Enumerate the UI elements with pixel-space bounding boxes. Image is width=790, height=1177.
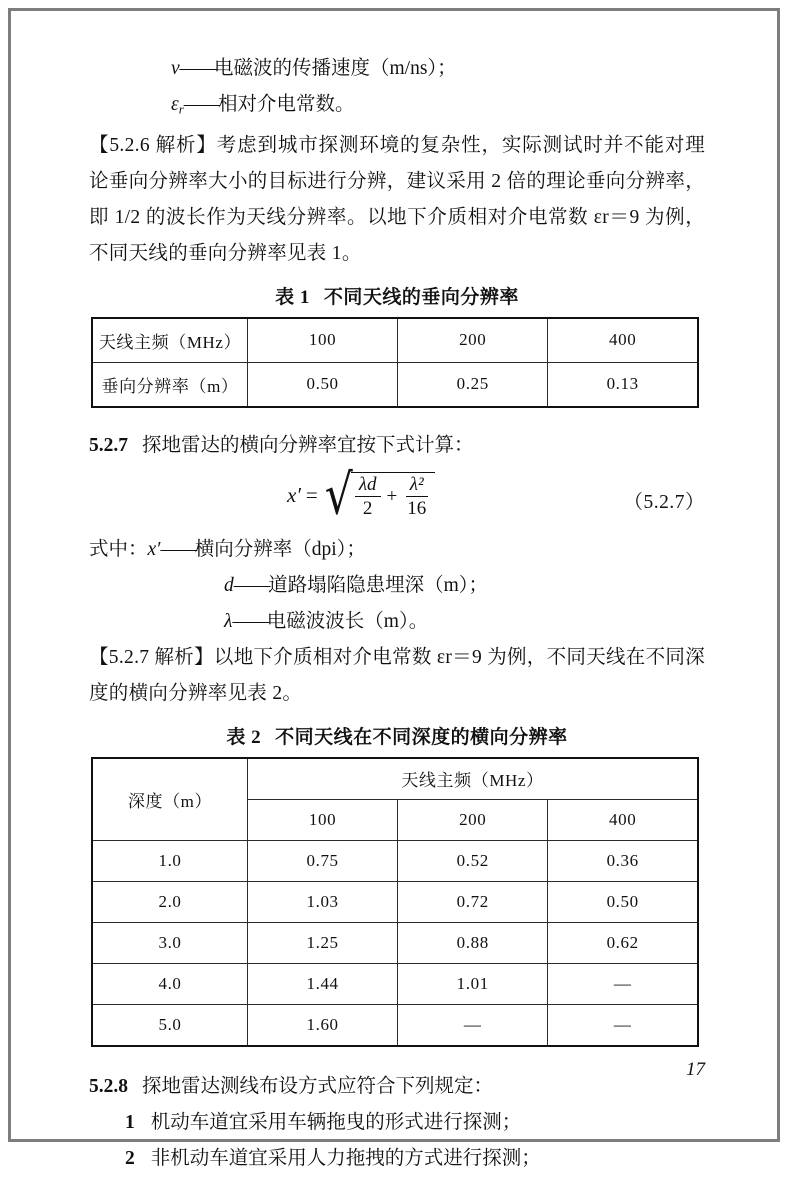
table1-caption-text: 不同天线的垂向分辨率 xyxy=(323,286,519,308)
symbol-epsilon-r: $\varepsilon_r$ xyxy=(171,94,184,117)
definition-line-d xyxy=(89,568,705,604)
definition-dash: —— xyxy=(183,94,219,115)
equation-527-row xyxy=(89,463,705,530)
table-row xyxy=(92,362,698,407)
table1-row1-header: 垂向分辨率（m） xyxy=(92,362,248,407)
explanation-paragraph-527 xyxy=(89,640,705,712)
equation-equals: = xyxy=(305,483,318,508)
table2-row3-cell2: — xyxy=(548,963,698,1004)
list-item-text-1: 机动车道宜采用车辆拖曳的形式进行探测； xyxy=(150,1111,522,1133)
table2-row2-cell0: 1.25 xyxy=(248,922,398,963)
table2-row4-cell2: — xyxy=(548,1004,698,1046)
definition-text-v: 电磁波的传播速度（m/ns）； xyxy=(213,58,457,79)
table2-row4-cell1: — xyxy=(398,1004,548,1046)
list-item-text-2: 非机动车道宜采用人力拖拽的方式进行探测； xyxy=(150,1147,541,1169)
table2-freq-header-0: 100 xyxy=(248,799,398,840)
table-row xyxy=(92,1004,698,1046)
table2-row3-cell0: 1.44 xyxy=(248,963,398,1004)
symbol-d: d xyxy=(224,574,234,596)
table2 xyxy=(91,757,699,1047)
table1-row0-header: 天线主频（MHz） xyxy=(92,318,248,363)
definition-line-lambda xyxy=(89,604,705,640)
table2-row4-cell0: 1.60 xyxy=(248,1004,398,1046)
fraction-term1-denominator: 2 xyxy=(362,498,373,520)
clause-527-number: 5.2.7 xyxy=(89,434,128,456)
table2-row1-cell1: 0.72 xyxy=(398,881,548,922)
explanation-label-526: 【5.2.6 解析】 xyxy=(89,134,217,156)
table1-caption xyxy=(89,282,705,309)
radical-content xyxy=(351,472,435,521)
symbol-x-prime: x′ xyxy=(147,538,161,560)
clause-528-number: 5.2.8 xyxy=(89,1075,128,1097)
definition-text-lambda: 电磁波波长（m）。 xyxy=(266,610,429,632)
fraction-term1-numerator: λd xyxy=(355,475,381,498)
table1-caption-number: 表 1 xyxy=(275,286,310,308)
document-page xyxy=(8,8,780,1169)
clause-528 xyxy=(89,1069,705,1105)
table1-row1-cell0: 0.50 xyxy=(248,362,398,407)
table2-row2-depth: 3.0 xyxy=(92,922,248,963)
table1-row0-cell2: 400 xyxy=(548,318,698,363)
definition-text-epsilon-r: 相对介电常数。 xyxy=(218,94,355,115)
fraction-term2-numerator: λ² xyxy=(406,475,428,498)
definition-text-xprime: 横向分辨率（dpi）； xyxy=(194,538,366,560)
clause-527 xyxy=(89,428,705,464)
symbol-lambda: λ xyxy=(224,610,233,632)
equation-operator: + xyxy=(386,486,398,508)
table1-row1-cell1: 0.25 xyxy=(398,362,548,407)
definition-dash: —— xyxy=(232,610,267,632)
page-number: 17 xyxy=(686,1059,705,1080)
list-item xyxy=(89,1105,705,1141)
table2-freq-header-1: 200 xyxy=(398,799,548,840)
table2-depth-header: 深度（m） xyxy=(92,758,248,841)
table-row xyxy=(92,758,698,800)
definition-dash: —— xyxy=(179,58,214,79)
radical-group xyxy=(324,463,436,527)
table2-row3-cell1: 1.01 xyxy=(398,963,548,1004)
definition-dash: —— xyxy=(160,538,195,560)
table-row xyxy=(92,318,698,363)
table2-row4-depth: 5.0 xyxy=(92,1004,248,1046)
table-row xyxy=(92,840,698,881)
equation-lhs: x′ xyxy=(287,483,301,508)
table-row xyxy=(92,881,698,922)
definition-line-epsilon-r xyxy=(89,87,705,128)
table2-caption xyxy=(89,722,705,749)
table2-row1-depth: 2.0 xyxy=(92,881,248,922)
definition-dash: —— xyxy=(233,574,269,596)
list-item-number-2: 2 xyxy=(125,1147,135,1169)
table2-row1-cell2: 0.50 xyxy=(548,881,698,922)
list-item xyxy=(89,1141,705,1177)
table2-freq-header-2: 400 xyxy=(548,799,698,840)
explanation-paragraph-526 xyxy=(89,128,705,272)
table2-row3-depth: 4.0 xyxy=(92,963,248,1004)
fraction-term2-denominator: 16 xyxy=(407,498,427,520)
fraction-term1 xyxy=(355,475,381,521)
table1 xyxy=(91,317,699,408)
table-row xyxy=(92,963,698,1004)
definition-line-xprime xyxy=(89,532,705,568)
clause-527-text: 探地雷达的横向分辨率宜按下式计算： xyxy=(142,434,474,456)
table2-row1-cell0: 1.03 xyxy=(248,881,398,922)
radical-sign-icon: √ xyxy=(324,463,353,527)
table2-caption-text: 不同天线在不同深度的横向分辨率 xyxy=(275,726,568,748)
definition-lead: 式中： xyxy=(89,538,148,560)
table1-row0-cell0: 100 xyxy=(248,318,398,363)
table2-row0-cell2: 0.36 xyxy=(548,840,698,881)
table1-row1-cell2: 0.13 xyxy=(548,362,698,407)
fraction-term2 xyxy=(403,475,430,521)
explanation-label-527: 【5.2.7 解析】 xyxy=(89,646,214,668)
table1-row0-cell1: 200 xyxy=(398,318,548,363)
table2-row0-cell1: 0.52 xyxy=(398,840,548,881)
page-content xyxy=(89,51,705,1177)
table2-group-header: 天线主频（MHz） xyxy=(248,758,699,800)
table2-row0-cell0: 0.75 xyxy=(248,840,398,881)
explanation-body-527: 以地下介质相对介电常数 εr＝9 为例，不同天线在不同深度的横向分辨率见表 2。 xyxy=(89,646,705,704)
symbol-v: v xyxy=(171,58,180,79)
clause-528-text: 探地雷达测线布设方式应符合下列规定： xyxy=(142,1075,494,1097)
definition-text-d: 道路塌陷隐患埋深（m）； xyxy=(268,574,488,596)
equation-527 xyxy=(287,463,435,527)
explanation-body-526: 考虑到城市探测环境的复杂性，实际测试时并不能对理论垂向分辨率大小的目标进行分辨，建议采用 2 倍的理论垂向分辨率，即 1/2 的波长作为天线分辨率。以地下介质相对介电常数 εr＝9 为例，不同天线的垂向分辨率见表 1。 xyxy=(89,134,705,264)
table2-caption-number: 表 2 xyxy=(226,726,262,748)
equation-527-number: （5.2.7） xyxy=(623,491,705,513)
table-row xyxy=(92,922,698,963)
table2-row2-cell2: 0.62 xyxy=(548,922,698,963)
table2-row0-depth: 1.0 xyxy=(92,840,248,881)
list-item-number-1: 1 xyxy=(125,1111,135,1133)
definition-line-v xyxy=(89,51,705,87)
table2-row2-cell1: 0.88 xyxy=(398,922,548,963)
